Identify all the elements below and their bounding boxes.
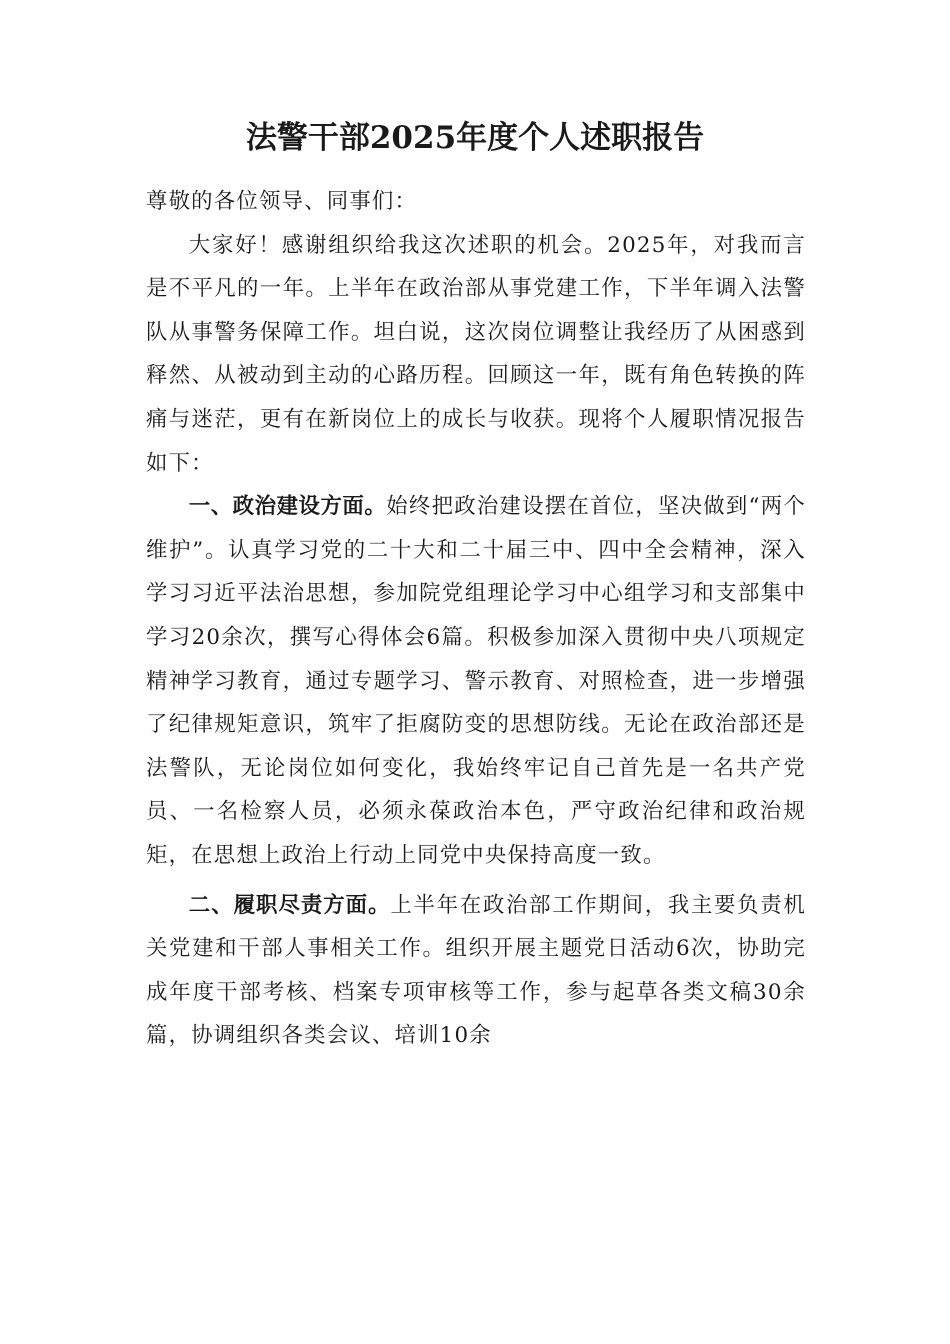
paragraph-political-building — [146, 485, 806, 877]
paragraph-opening — [146, 224, 806, 486]
salutation: 尊敬的各位领导、同事们： — [146, 189, 418, 214]
document-title: 法警干部2025年度个人述职报告 — [245, 120, 705, 156]
paragraph-text: 上半年在政治部工作期间，我主要负责机关党建和干部人事相关工作。组织开展主题党日活动6次，协助完成年度干部考核、档案专项审核等工作，参与起草各类文稿30余篇，协调组织各类会议、培训10余 — [146, 892, 806, 1049]
section-heading: 一、政治建设方面。 — [188, 494, 387, 520]
paragraph-text: 大家好！感谢组织给我这次述职的机会。2025年，对我而言是不平凡的一年。上半年在政治部从事党建工作，下半年调入法警队从事警务保障工作。坦白说，这次岗位调整让我经历了从困惑到释然、从被动到主动的心路历程。回顾这一年，既有角色转换的阵痛与迷茫，更有在新岗位上的成长与收获。现将个人履职情况报告如下： — [146, 232, 806, 476]
section-heading: 二、履职尽责方面。 — [188, 892, 391, 918]
document-body — [146, 180, 806, 1058]
paragraph-duty-performance — [146, 884, 806, 1058]
paragraph-text: 始终把政治建设摆在首位，坚决做到“两个维护”。认真学习党的二十大和二十届三中、四中全会精神，深入学习习近平法治思想，参加院党组理论学习中心组学习和支部集中学习20余次，撰写心得体会6篇。积极参加深入贯彻中央八项规定精神学习教育，通过专题学习、警示教育、对照检查，进一步增强了纪律规矩意识，筑牢了拒腐防变的思想防线。无论在政治部还是法警队，无论岗位如何变化，我始终牢记自己首先是一名共产党员、一名检察人员，必须永葆政治本色，严守政治纪律和政治规矩，在思想上政治上行动上同党中央保持高度一致。 — [146, 494, 806, 868]
